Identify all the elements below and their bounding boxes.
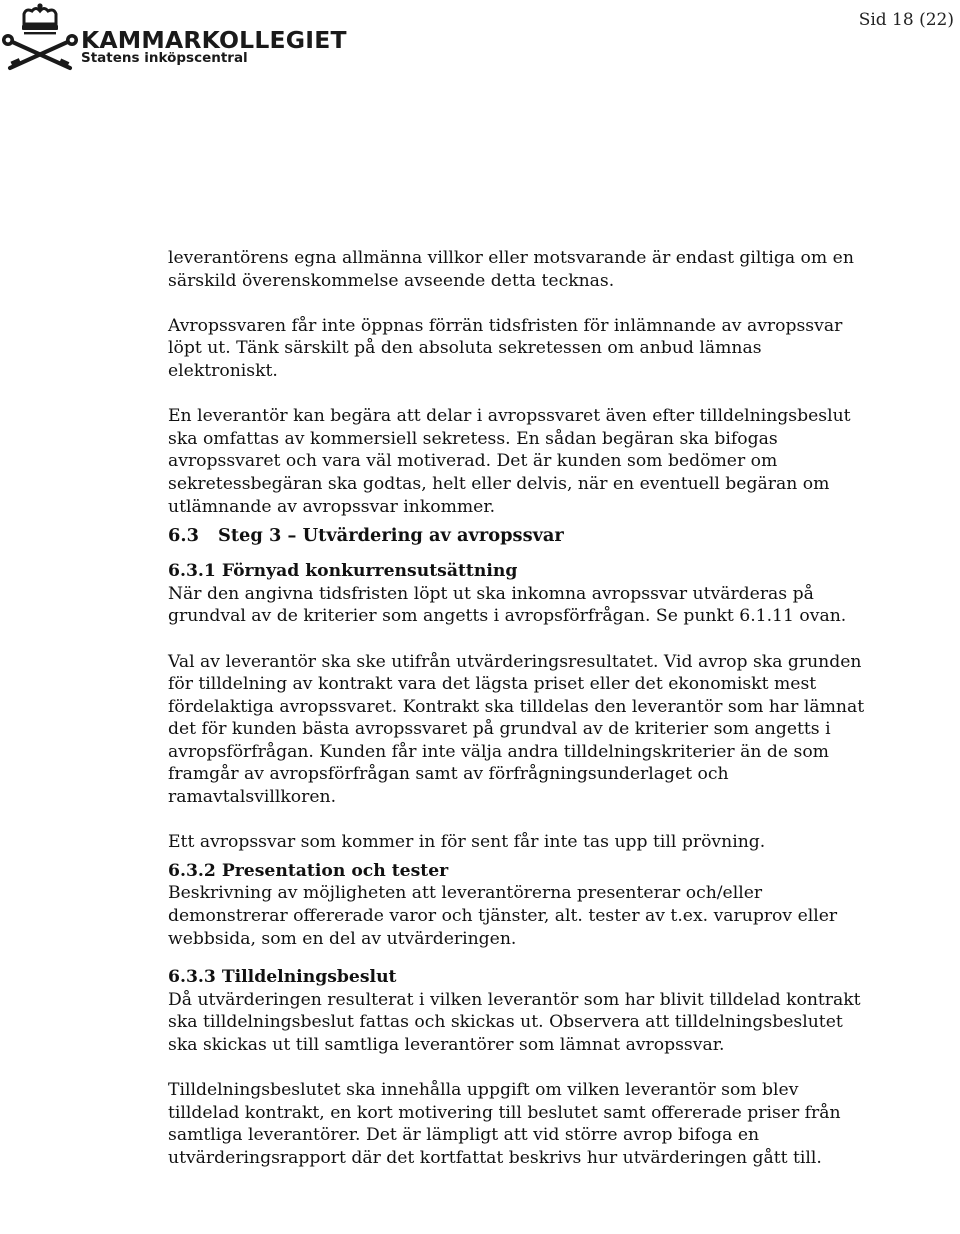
kammarkollegiet-logo <box>0 0 347 76</box>
paragraph: En leverantör kan begära att delar i avropssvaret även efter tilldelningsbeslut ska omfattas av kommersiell sekretess. En sådan begäran ska bifogas avropssvaret och vara väl motiverad. Det är kunden som bedömer om sekretessbegäran ska godtas, helt eller delvis, när en eventuell begäran om utlämnande av avropssvar inkommer. <box>168 406 851 517</box>
page-header <box>0 0 960 80</box>
subsection-heading: 6.3.2 Presentation och tester <box>168 860 449 881</box>
paragraph: leverantörens egna allmänna villkor eller motsvarande är endast giltiga om en särskild överenskommelse avseende detta tecknas. <box>168 248 854 291</box>
paragraph: Då utvärderingen resulterat i vilken leverantör som har blivit tilldelad kontrakt ska tilldelningsbeslut fattas och skickas ut. Observera att tilldelningsbeslutet ska skickas ut till samtliga leverantörer som lämnat avropssvar. <box>168 989 861 1055</box>
subsection-heading: 6.3.3 Tilldelningsbeslut <box>168 967 397 988</box>
paragraph: Val av leverantör ska ske utifrån utvärderingsresultatet. Vid avrop ska grunden för tilldelning av kontrakt vara det lägsta priset eller det ekonomiskt mest fördelaktiga avropssvaret. Kontrakt ska tilldelas den leverantör som har lämnat det för kunden bästa avropssvaret på grundval av de kriterier som angetts i avropsförfrågan. Kunden får inte välja andra tilldelningskriterier än de som framgår av avropsförfrågan samt av förfrågningsunderlaget och ramavtalsvillkoren. <box>168 651 865 808</box>
paragraph: Avropssvaren får inte öppnas förrän tidsfristen för inlämnande av avropssvar löpt ut. Tänk särskilt på den absoluta sekretessen om anbud lämnas elektroniskt. <box>168 315 843 381</box>
paragraph: När den angivna tidsfristen löpt ut ska inkomna avropssvar utvärderas på grundval av de kriterier som angetts i avropsförfrågan. Se punkt 6.1.11 ovan. <box>168 583 847 627</box>
subsection-heading: 6.3.1 Förnyad konkurrensutsättning <box>168 561 518 582</box>
logo-wordmark: KAMMARKOLLEGIET <box>81 26 347 54</box>
paragraph: Beskrivning av möjligheten att leverantörerna presenterar och/eller demonstrerar offererade varor och tjänster, alt. tester av t.ex. varuprov eller webbsida, som en del av utvärderingen. <box>168 883 838 949</box>
document-body <box>168 247 868 1170</box>
section-title: Steg 3 – Utvärdering av avropssvar <box>218 525 564 547</box>
paragraph: Tilldelningsbeslutet ska innehålla uppgift om vilken leverantör som blev tilldelad kontrakt, en kort motivering till beslutet samt offererade priser från samtliga leverantörer. Det är lämpligt att vid större avrop bifoga en utvärderingsrapport där det kortfattat beskrivs hur utvärderingen gått till. <box>168 1080 841 1168</box>
section-number: 6.3 <box>168 525 199 547</box>
section-heading <box>168 524 868 548</box>
logo-subtitle: Statens inköpscentral <box>81 50 248 66</box>
page-number: Sid 18 (22) <box>858 10 954 30</box>
paragraph: Ett avropssvar som kommer in för sent får inte tas upp till prövning. <box>168 832 766 853</box>
crown-keys-icon <box>0 0 80 76</box>
